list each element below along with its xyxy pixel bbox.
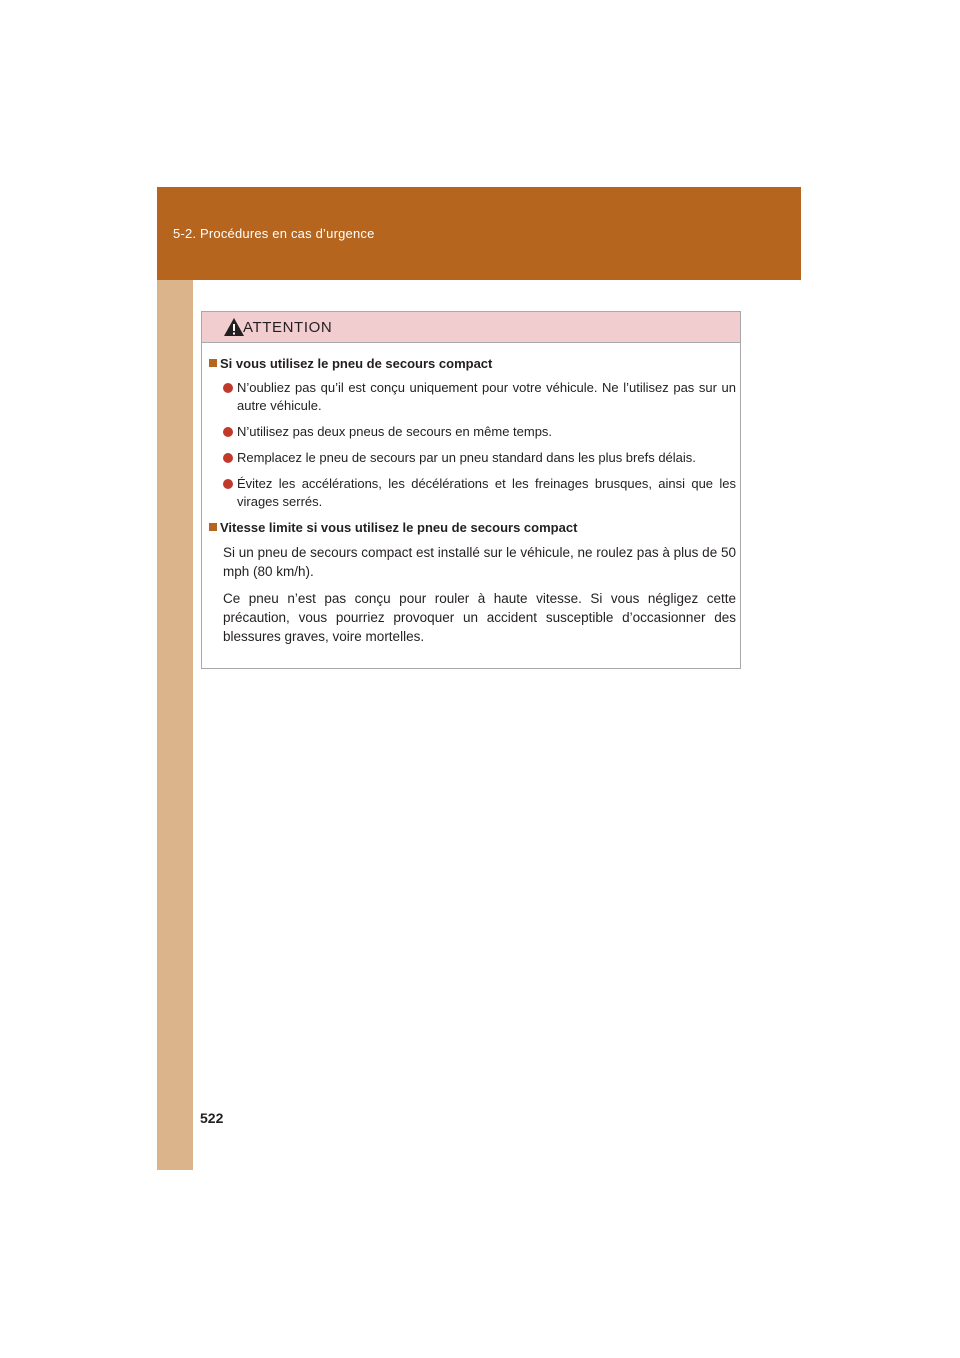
dot-bullet-icon [223,453,233,463]
square-bullet-icon [209,359,217,367]
list-item: Remplacez le pneu de secours par un pneu standard dans les plus brefs délais. [209,449,736,467]
page-number: 522 [200,1110,224,1126]
section-heading: Vitesse limite si vous utilisez le pneu de secours compact [209,519,736,537]
caution-box [201,311,741,669]
dot-bullet-icon [223,479,233,489]
list-item: N’utilisez pas deux pneus de secours en même temps. [209,423,736,441]
section-heading: Si vous utilisez le pneu de secours compact [209,355,736,373]
list-item: Évitez les accélérations, les décélérations et les freinages brusques, ainsi que les virages serrés. [209,475,736,511]
header-band [157,187,801,280]
dot-bullet-icon [223,383,233,393]
warning-triangle-icon [223,317,245,337]
list-item: N’oubliez pas qu’il est conçu uniquement pour votre véhicule. Ne l’utilisez pas sur un autre véhicule. [209,379,736,415]
paragraph: Si un pneu de secours compact est installé sur le véhicule, ne roulez pas à plus de 50 mph (80 km/h). [223,545,736,579]
square-bullet-icon [209,523,217,531]
caution-header [202,312,740,343]
side-bar [157,280,193,1170]
section-title: 5-2. Procédures en cas d’urgence [173,226,375,241]
caution-body [202,343,740,646]
dot-bullet-icon [223,427,233,437]
paragraph: Ce pneu n’est pas conçu pour rouler à haute vitesse. Si vous négligez cette précaution, vous pourriez provoquer un accident susceptible d’occasionner des blessures graves, voire mortelles. [223,591,736,644]
caution-title: ATTENTION [243,319,333,336]
